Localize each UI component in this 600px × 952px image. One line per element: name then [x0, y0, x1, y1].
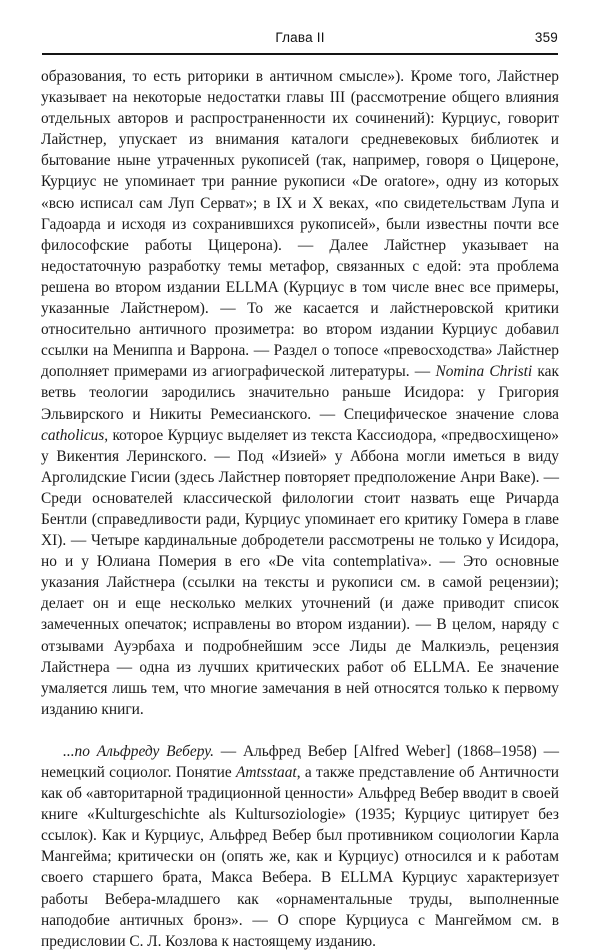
- paragraph-laistner-review: [41, 66, 559, 720]
- italic-run: Amtsstaat: [236, 764, 297, 781]
- text-run: образования, то есть риторики в античном смысле»). Кроме того, Лайстнер указывает на некоторые недостатки главы III (рассмотрение общего влияния отдельных авторов и распространенности их сочинений): Курциус, говорит Лайстнер, упускает из внимания каталоги средневековых библиотек и бытование ныне утраченных рукописей (так, например, говоря о Цицероне, Курциус не упоминает три ранние рукописи «De oratore», одну из которых «всю исписал сам Луп Серват»; в IX и X веках, «по свидетельствам Лупа и Гадоарда и исходя из сохранившихся рукописей», были известны почти все философские работы Цицерона). — Далее Лайстнер указывает на недостаточную разработку темы метафор, связанных с едой: эта проблема решена во втором издании ELLMA (Курциус в том числе внес все примеры, указанные Лайстнером). — То же касается и лайстнеровской критики относительно античного прозиметра: во втором издании Курциус добавил ссылки на Мениппа и Варрона. — Раздел о топосе «превосходства» Лайстнер дополняет примерами из агиографической литературы. —: [41, 68, 559, 381]
- text-run: , а также представление об Античности как об «авторитарной традиционной ценности» Альфред Вебер вводит в своей книге «Kulturgeschichte als Kultursoziologie» (1935; Курциус цитирует без ссылок). Как и Курциус, Альфред Вебер был противником социологии Карла Мангейма; критически он (опять же, как и Курциус) относился и к работам своего старшего брата, Макса Вебера. В ELLMA Курциус характеризует работы Вебера-младшего как «орнаментальные труды, выполненные наподобие античных бронз». — О споре Курциуса с Мангеймом см. в предисловии С. Л. Козлова к настоящему изданию.: [41, 764, 560, 950]
- text-run: как ветвь теологии зародились значительно раньше Исидора: у Григория Эльвирского и Никиты Ремесианского. — Специфическое значение слова: [41, 363, 559, 423]
- text-run: — Альфред Вебер [Alfred Weber] (1868–1958) — немецкий социолог. Понятие: [41, 742, 559, 781]
- page-number: 359: [534, 30, 558, 45]
- running-head: [42, 30, 558, 52]
- paragraph-spacer: [41, 720, 559, 741]
- italic-run: catholicus: [41, 426, 105, 444]
- paragraph-alfred-weber-note: [41, 741, 559, 952]
- body-text-column: [41, 66, 559, 952]
- running-head-rule: [42, 53, 558, 55]
- text-run: , которое Курциус выделяет из текста Кассиодора, «предвосхищено» у Викентия Леринского. — Под «Изией» у Аббона могли иметься в виду Арголидские Гисии (здесь Лайстнер повторяет предположение Анри Ваке). — Среди основателей классической филологии стоит назвать еще Ричарда Бентли (справедливости ради, Курциус упоминает его критику Гомера в главе XI). — Четыре кардинальные добродетели рассмотрены не только у Исидора, но и у Юлиана Померия в его «De vita contemplativa». — Это основные указания Лайстнера (ссылки на тексты и рукописи см. в самой рецензии); делает он и еще несколько мелких уточнений (и даже приводит список замеченных опечаток; исправлены во втором издании). — В целом, наряду с отзывами Ауэрбаха и подробнейшим эссе Лиды де Малкиэль, рецензия Лайстнера — одна из лучших критических работ об ELLMA. Ее значение умаляется лишь тем, что многие замечания в ней относятся только к первому изданию книги.: [41, 426, 559, 718]
- italic-run: Nomina Christi: [435, 363, 533, 381]
- running-head-chapter-title: Глава II: [275, 30, 325, 45]
- italic-run: ...по Альфреду Веберу.: [63, 742, 214, 760]
